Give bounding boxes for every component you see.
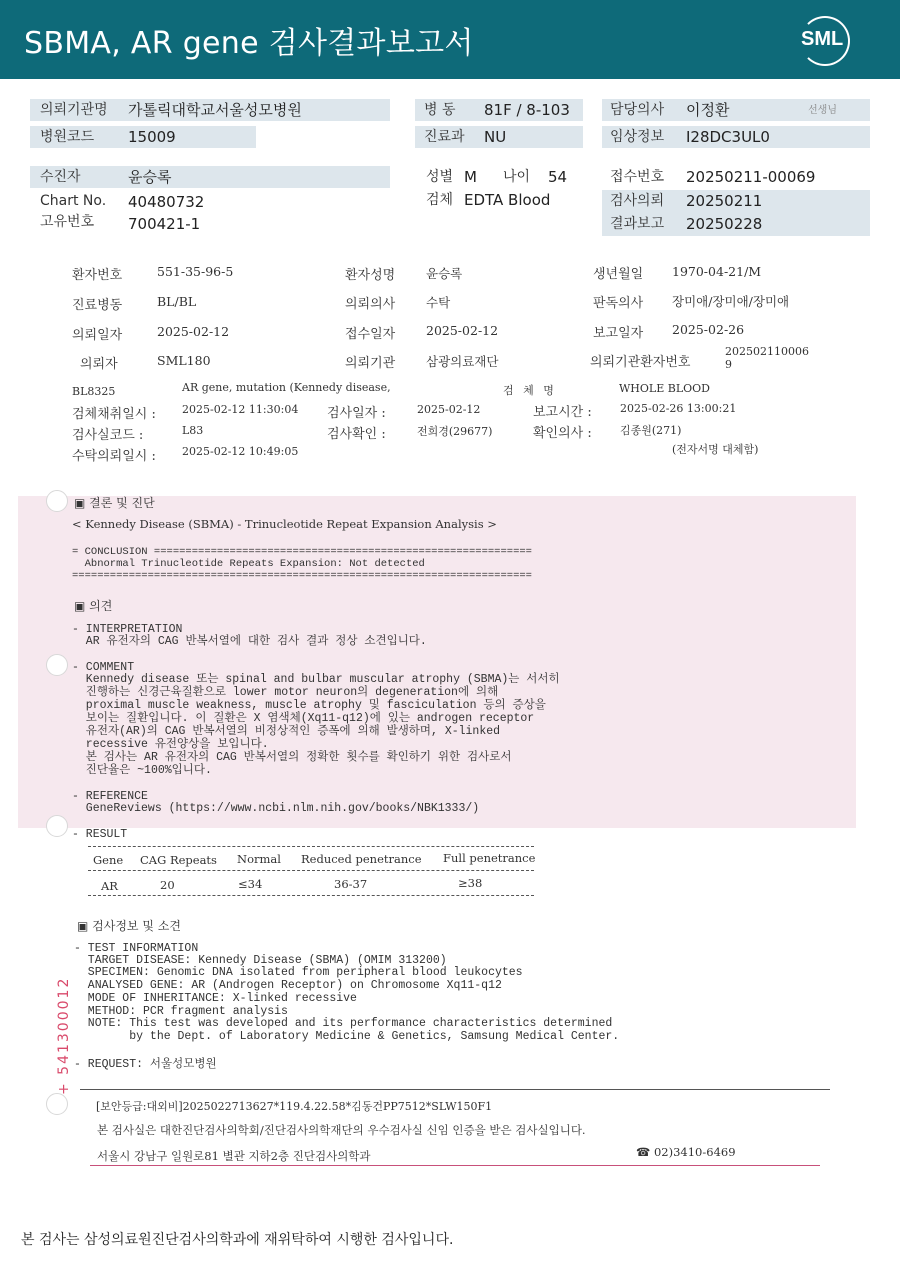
clinical-value: I28DC3UL0 [686,128,770,146]
s1-l3: 보고시간 : [533,405,592,420]
result-gene: AR [101,879,118,893]
comment-line: 진행하는 신경근육질환으로 lower motor neuron의 degeneration에 의해 [72,686,499,699]
r1-l1: 환자번호 [72,268,123,283]
interp-heading: - INTERPRETATION [72,623,183,636]
r2-l3: 판독의사 [593,296,644,311]
doctor-tag: 선생님 [808,105,837,116]
patient-label: 수진자 [40,169,81,185]
result-heading: - RESULT [72,828,128,841]
report-title: SBMA, AR gene 검사결과보고서 [24,26,474,61]
comment-line: recessive 유전양상을 보입니다. [72,738,269,751]
punch-hole [46,1093,68,1115]
interp-text: AR 유전자의 CAG 반복서열에 대한 검사 결과 정상 소견입니다. [72,635,427,648]
r3-l1: 의뢰일자 [72,328,123,343]
punch-hole [46,654,68,676]
s2-v3: 김종원(271) [620,424,682,437]
comment-line: 본 검사는 AR 유전자의 CAG 반복서열의 정확한 횟수를 확인하기 위한 검사로서 [72,751,512,764]
result-full: ≥38 [458,876,483,890]
r1-v3: 1970-04-21/M [672,264,762,279]
test-info-line: SPECIMEN: Genomic DNA isolated from peripheral blood leukocytes [74,966,523,979]
code-value: 15009 [128,128,176,146]
inst-value: 가톨릭대학교서울성모병원 [128,101,302,119]
s2-l3: 확인의사 : [533,426,592,441]
result-divider [88,846,534,847]
conclusion-line: ========================================================================= [72,570,532,582]
comment-line: Kennedy disease 또는 spinal and bulbar muscular atrophy (SBMA)는 서서히 [72,673,560,686]
comment-line: 유전자(AR)의 CAG 반복서열의 비정상적인 증폭에 의해 발생하며, X-linked [72,725,501,738]
ward-label: 병 동 [424,102,456,118]
col-normal: Normal [237,852,281,866]
patient-value: 윤승록 [128,168,172,186]
footer-rule [80,1089,830,1090]
footer-note: 본 검사는 삼성의료원진단검사의학과에 재위탁하여 시행한 검사입니다. [21,1232,454,1248]
phone-line: ☎ 02)3410-6469 [636,1145,736,1159]
patient-box [30,166,390,188]
punch-hole [46,490,68,512]
security-line: [보안등급:대외비]2025022713627*119.4.22.58*김동건PP7512*SLW150F1 [96,1100,493,1113]
reference-text: GeneReviews (https://www.ncbi.nlm.nih.gov/books/NBK1333/) [72,802,480,815]
section-conclusion: ▣ 결론 및 진단 [74,496,155,510]
receipt-value: 20250211-00069 [686,168,816,186]
conclusion-text: Abnormal Trinucleotide Repeats Expansion: Not detected [72,558,425,570]
r4-v3b: 9 [725,358,732,371]
esign-note: (전자서명 대체함) [672,443,759,456]
r1-l2: 환자성명 [345,268,396,283]
r4-v1: SML180 [157,353,211,368]
uid-value: 700421-1 [128,215,201,233]
s1-l2: 검사일자 : [327,406,386,421]
reference-heading: - REFERENCE [72,790,148,803]
side-number: + 541300012 [56,976,72,1095]
dept-value: NU [484,128,507,146]
req-value: 20250211 [686,192,763,210]
s2-l1: 검사실코드 : [72,428,144,443]
doctor-value: 이정환 [686,101,730,119]
specimen-value: EDTA Blood [464,191,551,209]
dept-label: 진료과 [424,129,465,145]
r3-v2: 2025-02-12 [426,323,499,338]
result-reduced: 36-37 [334,877,368,891]
uid-label: 고유번호 [40,214,95,230]
r2-l2: 의뢰의사 [345,297,396,312]
chart-value: 40480732 [128,193,205,211]
report-value: 20250228 [686,215,763,233]
s3-v1: 2025-02-12 10:49:05 [182,445,299,458]
col-full: Full penetrance [443,851,536,865]
test-info-line: NOTE: This test was developed and its performance characteristics determined [74,1017,613,1030]
r3-l3: 보고일자 [593,326,644,341]
report-header [0,0,900,79]
sex-value: M [464,168,477,186]
section-opinion: ▣ 의견 [74,599,113,613]
r4-v2: 삼광의료재단 [426,354,499,369]
sml-logo [797,13,853,69]
r4-l3: 의뢰기관환자번호 [590,355,691,370]
spec-name-value: WHOLE BLOOD [619,382,710,395]
r4-v3: 202502110006 [725,345,809,358]
ward-value: 81F / 8-103 [484,101,570,119]
s1-v2: 2025-02-12 [417,403,481,416]
age-value: 54 [548,168,568,186]
r2-v2: 수탁 [426,295,451,310]
request-line: - REQUEST: 서울성모병원 [74,1058,217,1071]
code-label: 병원코드 [40,129,95,145]
test-info-line: by the Dept. of Laboratory Medicine & Genetics, Samsung Medical Center. [74,1030,620,1043]
result-normal: ≤34 [238,877,263,891]
clinical-label: 임상정보 [610,129,665,145]
test-name: AR gene, mutation (Kennedy disease, [182,381,391,394]
sex-label: 성별 [426,169,454,185]
doctor-label: 담당의사 [610,102,665,118]
receipt-label: 접수번호 [610,169,665,185]
r2-v1: BL/BL [157,294,197,309]
req-label: 검사의뢰 [610,193,665,209]
r3-l2: 접수일자 [345,327,396,342]
result-divider [88,895,534,896]
report-label: 결과보고 [610,216,665,232]
test-info-line: MODE OF INHERITANCE: X-linked recessive [74,992,357,1005]
s2-l2: 검사확인 : [327,427,386,442]
r1-v2: 윤승록 [426,266,463,281]
footer-rule-red [90,1165,820,1166]
conclusion-line: = CONCLUSION ============================================================ [72,546,532,558]
s1-v3: 2025-02-26 13:00:21 [620,402,737,415]
r2-v3: 장미애/장미애/장미애 [672,294,790,309]
col-reduced: Reduced penetrance [301,852,422,866]
test-code: BL8325 [72,385,116,398]
result-divider [88,870,534,871]
section-test-info: ▣ 검사정보 및 소견 [77,919,181,933]
s1-l1: 검체채취일시 : [72,407,156,422]
col-gene: Gene [93,853,124,867]
test-info-heading: - TEST INFORMATION [74,942,199,955]
cert-line: 본 검사실은 대한진단검사의학회/진단검사의학재단의 우수검사실 신임 인증을 받은 검사실입니다. [97,1123,586,1137]
inst-label: 의뢰기관명 [40,102,108,118]
r3-v3: 2025-02-26 [672,322,745,337]
address-line: 서울시 강남구 일원로81 별관 지하2층 진단검사의학과 [97,1149,371,1163]
r4-l2: 의뢰기관 [345,356,396,371]
result-cag: 20 [160,878,175,892]
r1-v1: 551-35-96-5 [157,264,234,279]
test-info-line: TARGET DISEASE: Kennedy Disease (SBMA) (OMIM 313200) [74,954,447,967]
spec-name-label: 검 체 명 [503,384,557,397]
chart-label: Chart No. [40,193,107,209]
r3-v1: 2025-02-12 [157,324,230,339]
comment-line: 보이는 질환입니다. 이 질환은 X 염색체(Xq11-q12)에 있는 androgen receptor [72,712,535,725]
test-info-line: ANALYSED GENE: AR (Androgen Receptor) on Chromosome Xq11-q12 [74,979,502,992]
age-label: 나이 [503,169,531,185]
test-info-line: METHOD: PCR fragment analysis [74,1005,288,1018]
r1-l3: 생년월일 [593,267,644,282]
r2-l1: 진료병동 [72,298,123,313]
specimen-label: 검체 [426,192,454,208]
comment-heading: - COMMENT [72,661,135,674]
s2-v1: L83 [182,424,204,437]
col-cag: CAG Repeats [140,853,217,867]
comment-line: 진단율은 ~100%입니다. [72,764,212,777]
comment-line: proximal muscle weakness, muscle atrophy 및 fasciculation 등의 증상을 [72,699,546,712]
analysis-title: < Kennedy Disease (SBMA) - Trinucleotide Repeat Expansion Analysis > [72,517,497,531]
s1-v1: 2025-02-12 11:30:04 [182,403,299,416]
s3-l1: 수탁의뢰일시 : [72,449,156,464]
logo-text: SML [801,28,844,50]
punch-hole [46,815,68,837]
r4-l1: 의뢰자 [80,357,118,372]
s2-v2: 전희경(29677) [417,425,493,438]
